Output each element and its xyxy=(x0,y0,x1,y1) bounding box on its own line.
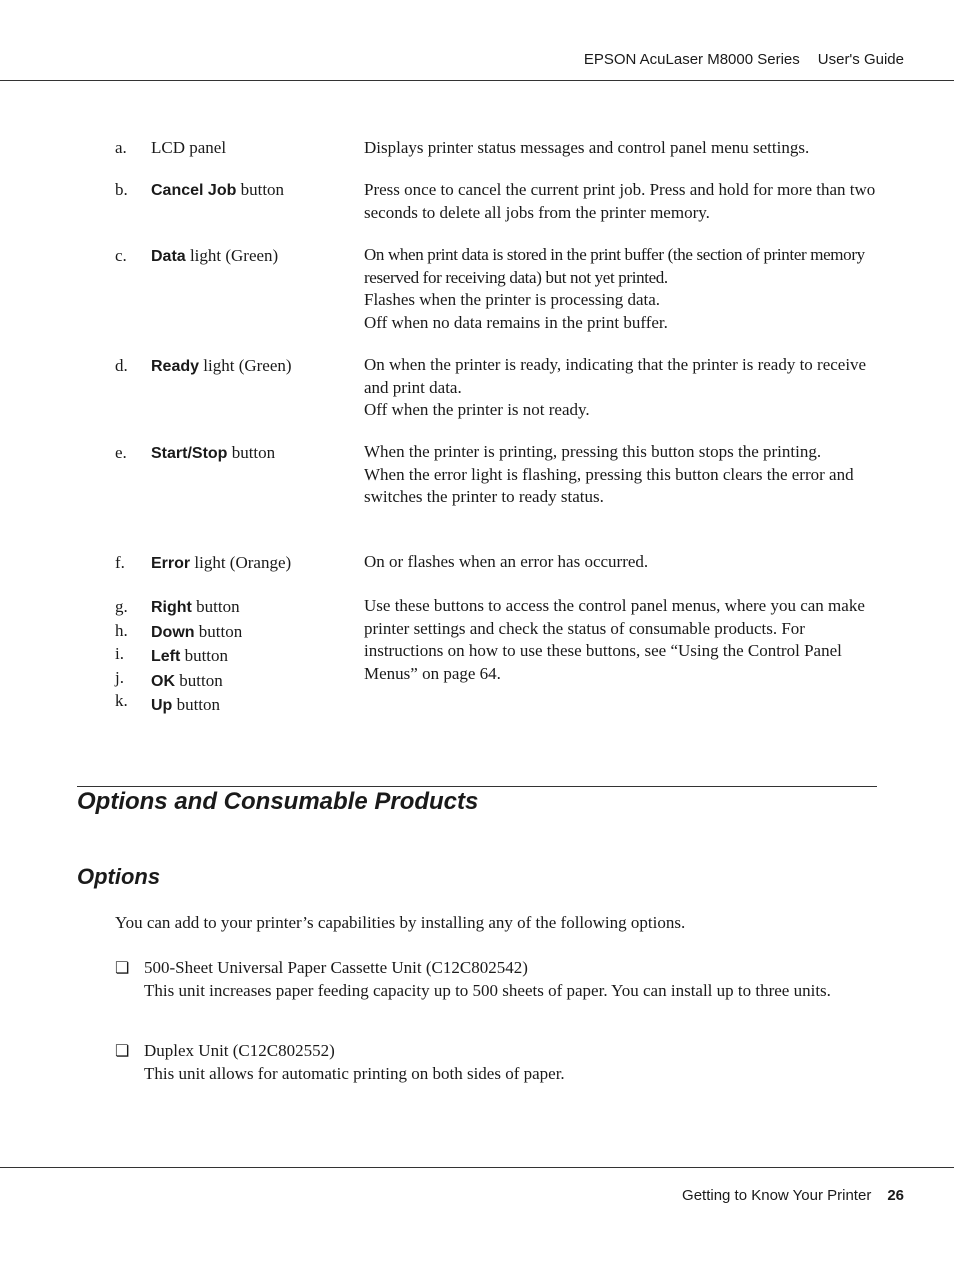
item-letter: b. xyxy=(115,180,128,199)
term-down-button: Down button xyxy=(151,621,243,641)
item-description: Use these buttons to access the control panel menus, where you can make printer settings and check the status of consumable products. For instructions on how to use these buttons, see “Using the Control Panel Menus” on page 64. xyxy=(364,596,865,683)
item-description: Press once to cancel the current print job. Press and hold for more than two seconds to delete all jobs from the printer memory. xyxy=(364,180,876,222)
section-rule xyxy=(77,786,877,787)
item-description: When the printer is printing, pressing this button stops the printing. When the error light is flashing, pressing this button clears the error and switches the printer to ready status. xyxy=(364,442,854,506)
page-number: 26 xyxy=(887,1187,904,1204)
item-terms xyxy=(151,595,242,718)
item-description: On or flashes when an error has occurred. xyxy=(364,552,649,571)
section-heading: Options and Consumable Products xyxy=(77,788,479,815)
item-letter: d. xyxy=(115,356,128,375)
item-letters: g. h. i. j. k. xyxy=(115,597,128,710)
footer-chapter: Getting to Know Your Printer xyxy=(682,1187,872,1204)
item-term: Data light (Green) xyxy=(151,246,279,265)
item-term: Ready light (Green) xyxy=(151,356,292,375)
item-term: LCD panel xyxy=(151,138,227,157)
item-letter: e. xyxy=(115,443,127,462)
option-item xyxy=(144,1039,879,1085)
option-item xyxy=(144,956,879,1002)
header-product: EPSON AcuLaser M8000 Series xyxy=(583,51,800,68)
item-term: Error light (Orange) xyxy=(151,553,292,572)
subsection-heading: Options xyxy=(77,864,161,889)
item-description: On when the printer is ready, indicating that the printer is ready to receive and print data. Off when the printer is not ready. xyxy=(364,355,867,419)
header-guide: User's Guide xyxy=(817,51,904,68)
option-detail: This unit allows for automatic printing on both sides of paper. xyxy=(144,1064,565,1083)
option-name: 500-Sheet Universal Paper Cassette Unit (C12C802542) xyxy=(144,958,528,977)
footer-rule xyxy=(0,1167,954,1168)
running-header xyxy=(584,51,904,68)
item-letter: f. xyxy=(115,553,125,572)
term-ok-button: OK button xyxy=(151,670,223,690)
item-term: Start/Stop button xyxy=(151,443,276,462)
term-left-button: Left button xyxy=(151,646,229,665)
item-term: Cancel Job button xyxy=(151,180,285,199)
option-detail: This unit increases paper feeding capacity up to 500 sheets of paper. You can install up to three units. xyxy=(144,981,831,1000)
intro-paragraph: You can add to your printer’s capabilities by installing any of the following options. xyxy=(115,913,686,932)
checkbox-bullet-icon: ❏ xyxy=(115,960,130,977)
item-description: On when print data is stored in the print buffer (the section of printer memory reserved for receiving data) but not yet printed. Flashes when the printer is processing data. Off when no data remains in the print buffer. xyxy=(364,245,865,332)
item-letter: a. xyxy=(115,138,127,157)
item-letter: c. xyxy=(115,246,127,265)
term-right-button: Right button xyxy=(151,597,240,616)
option-name: Duplex Unit (C12C802552) xyxy=(144,1041,335,1060)
item-description: Displays printer status messages and control panel menu settings. xyxy=(364,138,810,157)
checkbox-bullet-icon: ❏ xyxy=(115,1043,130,1060)
header-rule xyxy=(0,80,954,81)
term-up-button: Up button xyxy=(151,695,221,714)
running-footer xyxy=(682,1187,904,1204)
